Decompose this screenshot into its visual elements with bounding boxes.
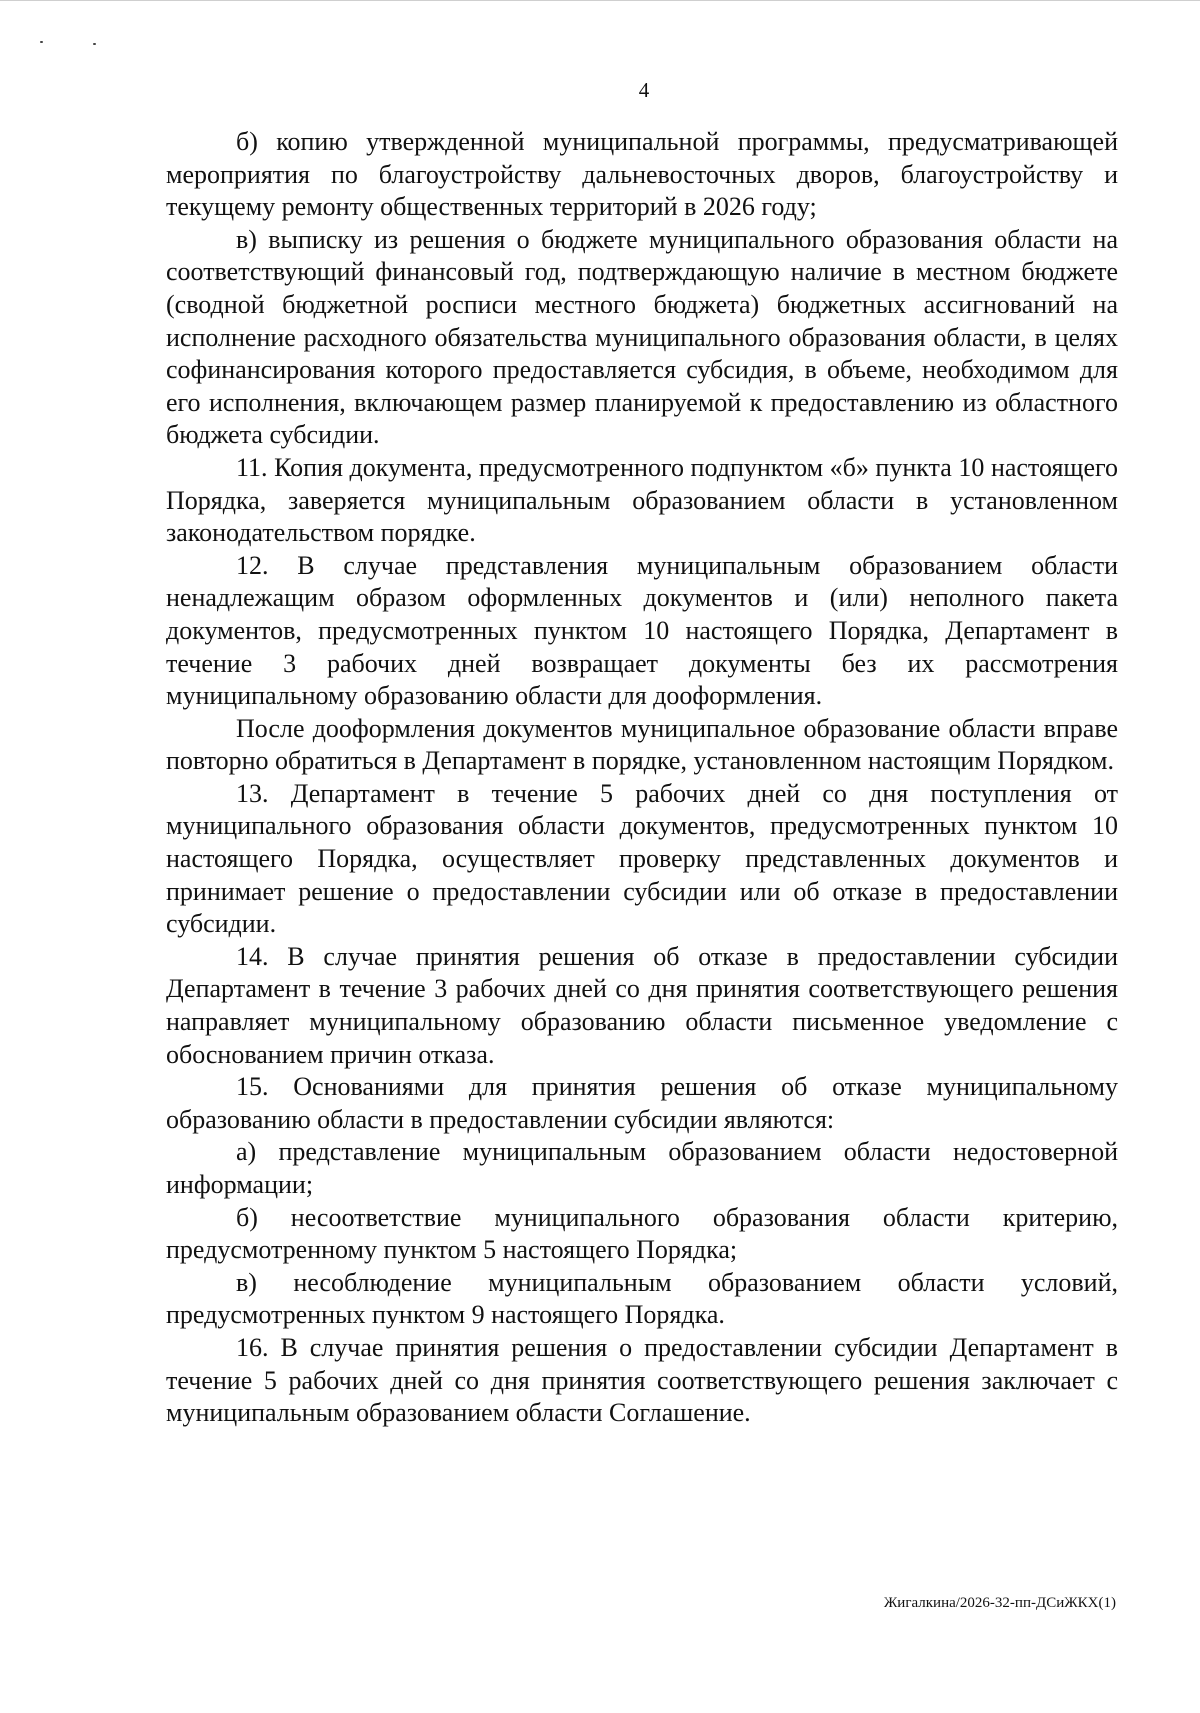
paragraph-12: 12. В случае представления муниципальным образованием области ненадлежащим образом оформленных документов и (или) неполного пакета документов, предусмотренных пунктом 10 настоящего Порядка, Департамент в течение 3 рабочих дней возвращает документы без их рассмотрения муниципальному образованию области для дооформления. [166, 550, 1118, 711]
paragraph-b-program-copy: б) копию утвержденной муниципальной программы, предусматривающей мероприятия по благоустройству дальневосточных дворов, благоустройству и текущему ремонту общественных территорий в 2026 году; [166, 127, 1118, 222]
document-body [166, 126, 1118, 1430]
document-footer-code: Жигалкина/2026-32-пп-ДСиЖКХ(1) [883, 1595, 1116, 1611]
paragraph-15-a: а) представление муниципальным образованием области недостоверной информации; [166, 1137, 1118, 1199]
paragraph-14: 14. В случае принятия решения об отказе в предоставлении субсидии Департамент в течение 3 рабочих дней со дня принятия соответствующего решения направляет муниципальному образованию области письменное уведомление с обоснованием причин отказа. [166, 941, 1118, 1069]
scan-speck [93, 43, 96, 45]
page-number: 4 [638, 78, 650, 102]
scan-speck [40, 41, 43, 43]
paragraph-15-v: в) несоблюдение муниципальным образованием области условий, предусмотренных пунктом 9 настоящего Порядка. [166, 1267, 1118, 1330]
paragraph-13: 13. Департамент в течение 5 рабочих дней со дня поступления от муниципального образования области документов, предусмотренных пунктом 10 настоящего Порядка, осуществляет проверку представленных документов и принимает решение о предоставлении субсидии или об отказе в предоставлении субсидии. [166, 778, 1118, 939]
paragraph-15: 15. Основаниями для принятия решения об отказе муниципальному образованию области в предоставлении субсидии являются: [166, 1072, 1118, 1134]
paragraph-15-b: б) несоответствие муниципального образования области критерию, предусмотренному пунктом 5 настоящего Порядка; [166, 1202, 1118, 1265]
scan-top-edge [0, 0, 1200, 5]
paragraph-12-continuation: После дооформления документов муниципальное образование области вправе повторно обратиться в Департамент в порядке, установленном настоящим Порядком. [166, 713, 1118, 776]
paragraph-16: 16. В случае принятия решения о предоставлении субсидии Департамент в течение 5 рабочих дней со дня принятия соответствующего решения заключает с муниципальным образованием области Соглашение. [166, 1332, 1118, 1428]
paragraph-v-budget-extract: в) выписку из решения о бюджете муниципального образования области на соответствующий финансовый год, подтверждающую наличие в местном бюджете (сводной бюджетной росписи местного бюджета) бюджетных ассигнований на исполнение расходного обязательства муниципального образования области, в целях софинансирования которого предоставляется субсидия, в объеме, необходимом для его исполнения, включающем размер планируемой к предоставлению из областного бюджета субсидии. [166, 224, 1118, 450]
paragraph-11: 11. Копия документа, предусмотренного подпунктом «б» пункта 10 настоящего Порядка, заверяется муниципальным образованием области в установленном законодательством порядке. [166, 452, 1118, 548]
